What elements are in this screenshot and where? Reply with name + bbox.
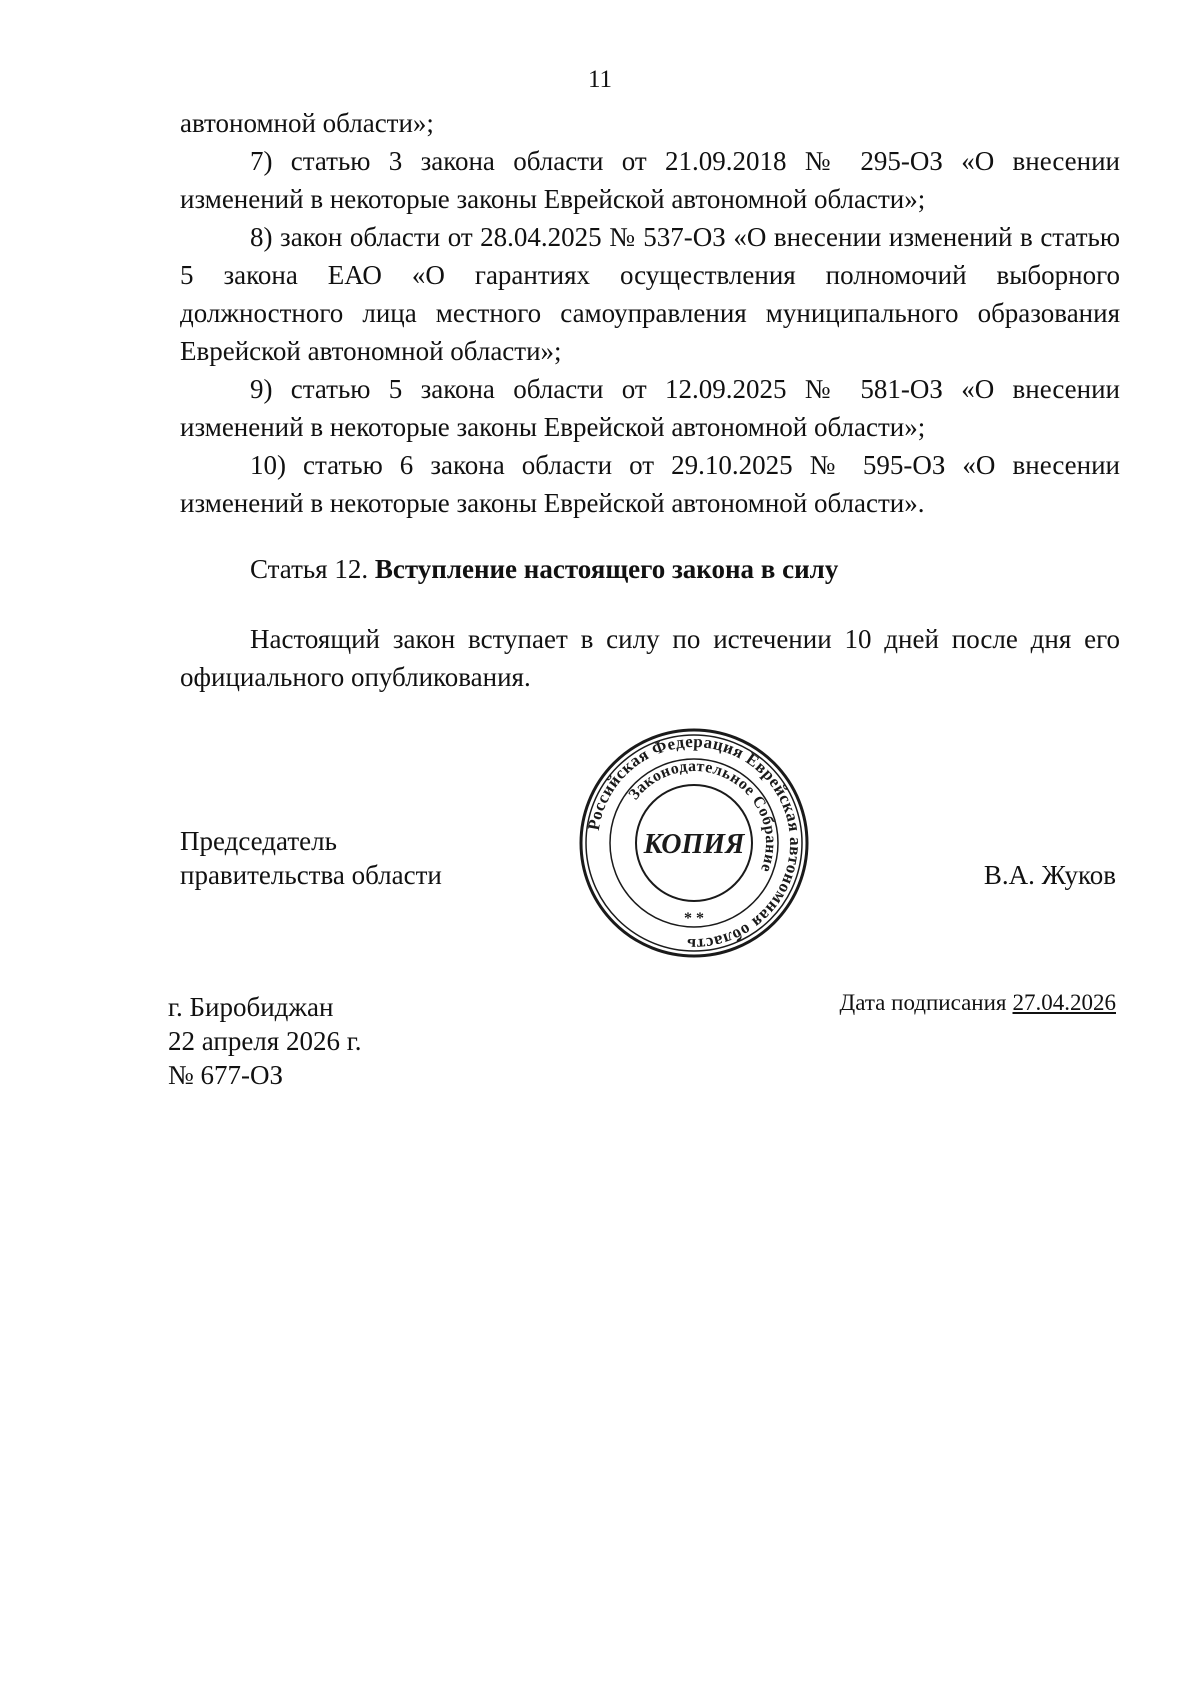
signing-date-label: Дата подписания — [839, 990, 1007, 1015]
article-prefix: Статья 12. — [250, 554, 369, 584]
adoption-date: 22 апреля 2026 г. — [168, 1026, 362, 1056]
adoption-city: г. Биробиджан — [168, 992, 334, 1022]
seal-center-text: КОПИЯ — [643, 829, 745, 860]
signing-date-value: 27.04.2026 — [1012, 990, 1116, 1015]
seal-stars: * * — [684, 910, 704, 927]
signer-title — [180, 824, 442, 892]
seal-outer-text: Российская Федерация Еврейская автономная область — [583, 731, 806, 955]
paragraph-item-7: 7) статью 3 закона области от 21.09.2018 № 295-ОЗ «О внесении изменений в некоторые законы Еврейской автономной области»; — [180, 146, 1120, 214]
page-number: 11 — [587, 66, 613, 93]
article-text: Настоящий закон вступает в силу по истечении 10 дней после дня его официального опубликования. — [180, 624, 1120, 692]
article-title: Вступление настоящего закона в силу — [374, 554, 839, 584]
signing-date-block — [840, 988, 1116, 1018]
law-body — [180, 104, 1120, 522]
signer-title-line-2: правительства области — [180, 860, 442, 890]
paragraph-item-10: 10) статью 6 закона области от 29.10.2025 № 595-ОЗ «О внесении изменений в некоторые законы Еврейской автономной области». — [180, 450, 1120, 518]
signer-title-line-1: Председатель — [180, 826, 337, 856]
adoption-details — [168, 990, 361, 1092]
official-seal — [578, 727, 810, 959]
paragraph-item-8: 8) закон области от 28.04.2025 № 537-ОЗ «О внесении изменений в статью 5 закона ЕАО «О гарантиях осуществления полномочий выборного должностного лица местного самоуправления муниципального образования Еврейской автономной области»; — [180, 222, 1120, 366]
seal-inner-text: Законодательное Собрание — [625, 757, 780, 875]
paragraph-item-9: 9) статью 5 закона области от 12.09.2025 № 581-ОЗ «О внесении изменений в некоторые законы Еврейской автономной области»; — [180, 374, 1120, 442]
signer-name: В.А. Жуков — [983, 860, 1116, 890]
article-heading — [250, 550, 838, 588]
article-body — [180, 620, 1120, 696]
law-number: № 677-ОЗ — [168, 1060, 284, 1090]
paragraph-continuation: автономной области»; — [180, 108, 434, 138]
